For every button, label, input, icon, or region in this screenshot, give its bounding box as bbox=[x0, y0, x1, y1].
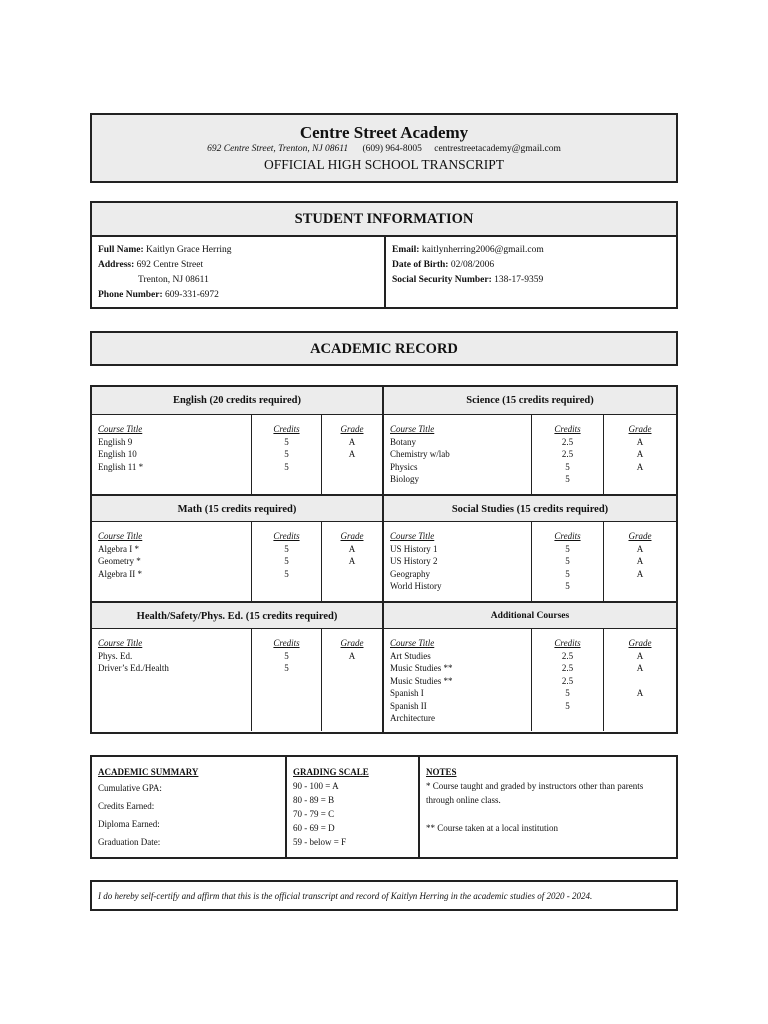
phone-value: 609-331-6972 bbox=[165, 290, 219, 300]
credits-cell: 5 bbox=[284, 543, 289, 554]
science-section-body bbox=[384, 415, 676, 494]
course-title-column bbox=[92, 522, 252, 601]
note-1a: * Course taught and graded by instructors other than parents bbox=[426, 781, 644, 791]
grade-cell: A bbox=[348, 449, 356, 459]
credits-cell bbox=[532, 712, 603, 725]
course-title-cell: Botany bbox=[390, 436, 416, 447]
credits-cell: 5 bbox=[565, 568, 570, 579]
certification-statement: I do hereby self-certify and affirm that this is the official transcript and record of Kaitlyn Herring in the academic studies of 2020 - 2024. bbox=[90, 880, 678, 911]
health-section-body bbox=[92, 629, 382, 731]
course-title-cell: Spanish II bbox=[390, 700, 427, 711]
address-line1: 692 Centre Street bbox=[136, 260, 204, 270]
school-phone: (609) 964-8005 bbox=[362, 144, 422, 154]
credits-cell: 5 bbox=[565, 543, 570, 554]
course-title-cell: US History 1 bbox=[390, 543, 438, 554]
graduation-label: Graduation Date: bbox=[98, 837, 161, 847]
credits-cell: 5 bbox=[284, 650, 289, 661]
grade-column bbox=[604, 415, 676, 494]
math-section-body bbox=[92, 522, 382, 601]
grade-cell: A bbox=[636, 461, 644, 472]
grading-scale-title: GRADING SCALE bbox=[293, 767, 369, 777]
grade-cell bbox=[604, 712, 676, 725]
course-title-header: Course Title bbox=[390, 638, 435, 648]
health-section-title: Health/Safety/Phys. Ed. (15 credits required) bbox=[92, 601, 382, 629]
course-title-column bbox=[384, 415, 532, 494]
credits-header: Credits bbox=[554, 531, 581, 541]
credits-cell: 5 bbox=[565, 474, 570, 484]
gpa-label: Cumulative GPA: bbox=[98, 783, 162, 793]
course-title-cell: Algebra I * bbox=[98, 543, 139, 554]
grade-scale-item: 60 - 69 = D bbox=[293, 823, 335, 833]
grade-scale-item: 70 - 79 = C bbox=[293, 809, 335, 819]
summary-section bbox=[90, 755, 678, 859]
credits-column bbox=[532, 629, 604, 731]
course-title-cell: World History bbox=[390, 581, 442, 591]
course-title-cell: English 11 * bbox=[98, 461, 144, 472]
grade-cell bbox=[604, 473, 676, 486]
note-1b: through online class. bbox=[426, 795, 501, 805]
grade-cell: A bbox=[348, 650, 356, 661]
course-title-cell: Music Studies ** bbox=[390, 675, 453, 686]
credits-header: Credits bbox=[273, 531, 300, 541]
course-title-column bbox=[384, 522, 532, 601]
course-title-cell: Algebra II * bbox=[98, 568, 142, 579]
grade-cell: A bbox=[636, 568, 644, 579]
credits-cell: 5 bbox=[565, 688, 570, 698]
academic-summary-title: ACADEMIC SUMMARY bbox=[98, 767, 199, 777]
course-title-cell: Geography bbox=[390, 568, 430, 579]
record-left-column bbox=[92, 387, 384, 732]
course-title-cell: English 9 bbox=[98, 436, 133, 447]
credits-header: Credits bbox=[554, 424, 581, 434]
credits-column bbox=[252, 629, 322, 731]
grade-cell: A bbox=[636, 556, 644, 566]
academic-record-grid bbox=[90, 385, 678, 734]
credits-cell: 2.5 bbox=[561, 436, 574, 447]
course-title-cell: Physics bbox=[390, 461, 418, 472]
school-name: Centre Street Academy bbox=[299, 123, 469, 142]
social-section-title: Social Studies (15 credits required) bbox=[384, 494, 676, 522]
english-section-body bbox=[92, 415, 382, 494]
full-name-value: Kaitlyn Grace Herring bbox=[146, 245, 232, 255]
student-info-left bbox=[92, 237, 386, 307]
course-title-cell: Architecture bbox=[390, 713, 435, 723]
course-title-header: Course Title bbox=[98, 638, 143, 648]
credits-column bbox=[532, 415, 604, 494]
credits-column bbox=[252, 415, 322, 494]
grade-cell bbox=[322, 461, 382, 474]
course-title-cell: Biology bbox=[390, 474, 420, 484]
course-title-cell: Phys. Ed. bbox=[98, 650, 133, 661]
phone-label: Phone Number: bbox=[98, 290, 163, 300]
transcript-header bbox=[90, 113, 678, 183]
math-section-title: Math (15 credits required) bbox=[92, 494, 382, 522]
course-title-cell: Art Studies bbox=[390, 650, 431, 661]
grade-cell: A bbox=[636, 688, 644, 698]
grade-scale-item: 80 - 89 = B bbox=[293, 795, 335, 805]
grade-header: Grade bbox=[340, 531, 364, 541]
credits-header: Credits bbox=[554, 638, 581, 648]
social-section-body bbox=[384, 522, 676, 601]
credits-cell: 5 bbox=[565, 700, 570, 711]
grade-cell: A bbox=[348, 436, 356, 447]
course-title-cell: US History 2 bbox=[390, 556, 438, 566]
course-title-header: Course Title bbox=[98, 424, 143, 434]
grade-header: Grade bbox=[628, 638, 652, 648]
ssn-value: 138-17-9359 bbox=[494, 275, 544, 285]
address-line2: Trenton, NJ 08611 bbox=[138, 275, 209, 285]
grade-cell bbox=[322, 568, 382, 581]
grade-column bbox=[322, 522, 382, 601]
grade-cell: A bbox=[636, 650, 644, 661]
grade-cell: A bbox=[636, 449, 644, 459]
credits-cell: 2.5 bbox=[561, 449, 574, 459]
credits-cell: 2.5 bbox=[561, 650, 574, 661]
notes-title: NOTES bbox=[426, 767, 457, 777]
grade-cell bbox=[604, 580, 676, 593]
credits-cell: 2.5 bbox=[561, 675, 574, 686]
grade-cell: A bbox=[348, 543, 356, 554]
credits-cell: 5 bbox=[284, 568, 289, 579]
grade-cell bbox=[604, 675, 676, 688]
grade-column bbox=[322, 629, 382, 731]
science-section-title: Science (15 credits required) bbox=[384, 387, 676, 415]
credits-cell: 5 bbox=[284, 556, 289, 566]
grade-cell: A bbox=[348, 556, 356, 566]
course-title-header: Course Title bbox=[390, 424, 435, 434]
student-info-right bbox=[386, 237, 676, 307]
academic-summary bbox=[92, 757, 287, 857]
diploma-label: Diploma Earned: bbox=[98, 819, 160, 829]
email-value: kaitlynherring2006@gmail.com bbox=[421, 245, 544, 255]
school-address: 692 Centre Street, Trenton, NJ 08611 bbox=[207, 144, 349, 154]
course-title-column bbox=[92, 415, 252, 494]
additional-section-body bbox=[384, 629, 676, 731]
dob-value: 02/08/2006 bbox=[450, 260, 495, 270]
credits-column bbox=[532, 522, 604, 601]
course-title-cell: Geometry * bbox=[98, 556, 141, 566]
credits-header: Credits bbox=[273, 638, 300, 648]
course-title-cell: Chemistry w/lab bbox=[390, 449, 450, 459]
course-title-cell: Music Studies ** bbox=[390, 663, 453, 673]
credits-cell: 5 bbox=[565, 581, 570, 591]
school-email: centrestreetacademy@gmail.com bbox=[434, 144, 561, 154]
grade-cell bbox=[322, 662, 382, 675]
school-contact bbox=[92, 143, 676, 156]
grade-header: Grade bbox=[340, 424, 364, 434]
ssn-label: Social Security Number: bbox=[392, 275, 492, 285]
email-label: Email: bbox=[392, 245, 420, 255]
course-title-column bbox=[384, 629, 532, 731]
grade-cell: A bbox=[636, 543, 644, 554]
document-title: OFFICIAL HIGH SCHOOL TRANSCRIPT bbox=[264, 157, 504, 172]
credits-column bbox=[252, 522, 322, 601]
grade-cell: A bbox=[636, 663, 644, 673]
grade-column bbox=[322, 415, 382, 494]
credits-cell: 5 bbox=[565, 556, 570, 566]
credits-cell: 5 bbox=[284, 449, 289, 459]
notes bbox=[420, 757, 676, 857]
english-section-title: English (20 credits required) bbox=[92, 387, 382, 415]
additional-section-title: Additional Courses bbox=[384, 601, 676, 629]
grading-scale bbox=[287, 757, 420, 857]
grade-header: Grade bbox=[340, 638, 364, 648]
course-title-header: Course Title bbox=[390, 531, 435, 541]
full-name-label: Full Name: bbox=[98, 245, 144, 255]
credits-cell: 5 bbox=[284, 663, 289, 673]
grade-cell bbox=[604, 700, 676, 713]
dob-label: Date of Birth: bbox=[392, 260, 449, 270]
credits-cell: 5 bbox=[284, 436, 289, 447]
credits-cell: 2.5 bbox=[561, 663, 574, 673]
course-title-header: Course Title bbox=[98, 531, 143, 541]
grade-header: Grade bbox=[628, 424, 652, 434]
credits-cell: 5 bbox=[284, 461, 289, 472]
grade-scale-item: 59 - below = F bbox=[293, 837, 347, 847]
course-title-cell: Spanish I bbox=[390, 688, 424, 698]
address-label: Address: bbox=[98, 260, 135, 270]
credits-cell: 5 bbox=[565, 461, 570, 472]
credits-header: Credits bbox=[273, 424, 300, 434]
record-right-column bbox=[384, 387, 676, 732]
grade-column bbox=[604, 522, 676, 601]
course-title-cell: Driver’s Ed./Health bbox=[98, 663, 169, 673]
student-info-title: STUDENT INFORMATION bbox=[90, 201, 678, 235]
grade-scale-item: 90 - 100 = A bbox=[293, 781, 339, 791]
grade-header: Grade bbox=[628, 531, 652, 541]
student-info-body bbox=[90, 235, 678, 309]
credits-earned-label: Credits Earned: bbox=[98, 801, 155, 811]
course-title-column bbox=[92, 629, 252, 731]
grade-cell: A bbox=[636, 436, 644, 447]
course-title-cell: English 10 bbox=[98, 449, 137, 459]
grade-column bbox=[604, 629, 676, 731]
note-2: ** Course taken at a local institution bbox=[426, 823, 558, 833]
academic-record-title: ACADEMIC RECORD bbox=[90, 331, 678, 366]
